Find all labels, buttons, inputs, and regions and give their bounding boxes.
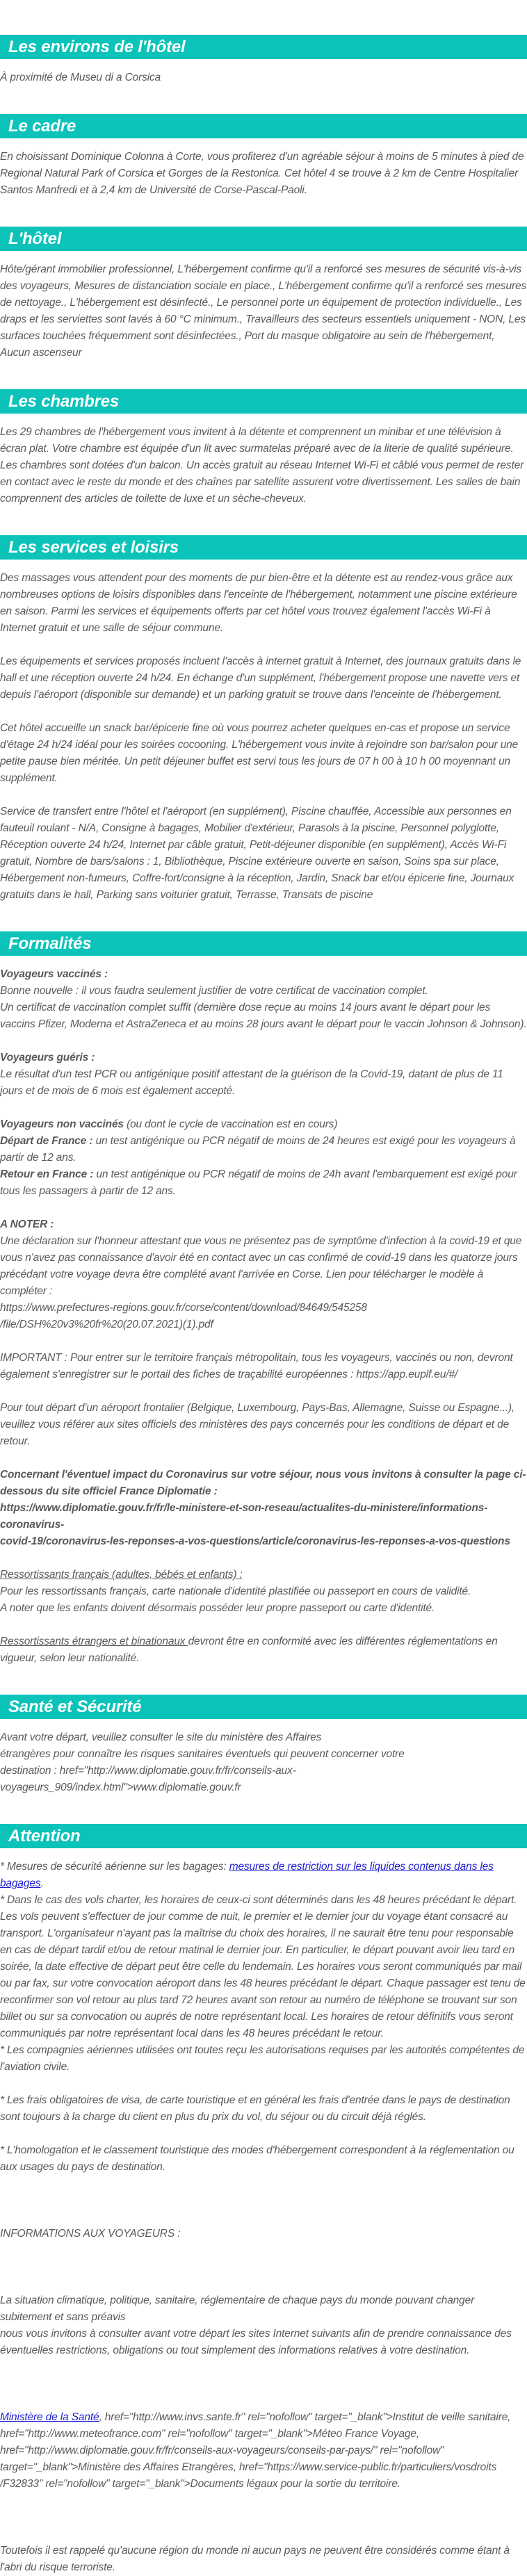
paragraph [0,1216,527,1333]
bold-text-run: Voyageurs non vaccinés [0,1118,124,1130]
text-run: un test antigénique ou PCR négatif de moins de 24h avant l'embarquement est exigé pour tous les passagers à partir de 12 ans. [0,1168,517,1197]
inline-link[interactable]: mesures de restriction sur les liquides contenus dans les bagages [0,1861,494,1889]
section-title-hotel: L'hôtel [0,227,527,251]
text-run: * L'homologation et le classement touristique des modes d'hébergement correspondent à la réglementation ou aux usages du pays de destination. [0,2144,514,2173]
paragraph [0,2543,527,2576]
text-run: Hôte/gérant immobilier professionnel, L'hébergement confirme qu'il a renforcé ses mesures de sécurité vis-à-vis des voyageurs, Mesures de distanciation sociale en place., L'hébergement confirme qu'il a renforcé ses mesures de nettoyage., L'hébergement est désinfecté., Le personnel porte un équipement de protection individuelle., Les draps et les serviettes sont lavés à 60 °C minimum., Travailleurs des secteurs essentiels uniquement - NON, Les surfaces touchées fréquemment sont désinfectées., Port du masque obligatoire au sein de l'hébergement, Aucun ascenseur [0,263,527,359]
paragraph [0,1567,527,1617]
section-formalites [0,931,527,1667]
paragraph [0,1892,527,2042]
bold-text-run: Retour en France : [0,1168,94,1180]
text-run: Cet hôtel accueille un snack bar/épicerie fine où vous pourrez acheter quelques en-cas et propose un service d'étage 24 h/24 idéal pour les soirées cocooning. L'hébergement vous invite à rejoindre son bar/salon pour une petite pause bien méritée. Un petit déjeuner buffet est servi tous les jours de 07 h 00 à 10 h 00 moyennant un supplément. [0,722,519,784]
section-services [0,535,527,904]
paragraph [0,653,527,703]
section-attention [0,1824,527,2576]
section-body-sante [0,1729,527,1796]
section-hotel [0,227,527,361]
text-run: /file/DSH%20v3%20fr%20(20.07.2021)(1).pdf [0,1319,213,1330]
paragraph [0,1116,527,1200]
text-run: destination : href="http://www.diplomatie.gouv.fr/fr/conseils-aux-voyageurs_909/index.html">www.diplomatie.gouv.fr [0,1765,296,1793]
bold-text-run: covid-19/coronavirus-les-reponses-a-vos-questions/article/coronavirus-les-reponses-a-vos-questions [0,1535,510,1547]
text-run: (ou dont le cycle de vaccination est en cours) [123,1118,338,1130]
section-body-hotel [0,261,527,361]
text-run: Le résultat d'un test PCR ou antigénique positif attestant de la guérison de la Covid-19, datant de plus de 11 jours et de mois de 6 mois est également accepté. [0,1068,503,1097]
paragraph [0,1859,527,1892]
text-run: https://www.prefectures-regions.gouv.fr/corse/content/download/84649/545258 [0,1302,367,1314]
text-run: La situation climatique, politique, sanitaire, réglementaire de chaque pays du monde pouvant changer subitement et sans préavis [0,2294,475,2323]
text-run: Les équipements et services proposés incluent l'accès à internet gratuit à Internet, des journaux gratuits dans le hall et une réception ouverte 24 h/24. En échange d'un supplément, l'hébergement propose une navette vers et depuis l'aéroport (disponible sur demande) et un parking gratuit se trouve dans l'enceinte de l'hébergement. [0,655,521,701]
paragraph [0,1467,527,1550]
text-run: * Les frais obligatoires de visa, de carte touristique et en général les frais d'entrée dans le pays de destination sont toujours à la charge du client en plus du prix du vol, du séjour ou du circuit déjà réglés. [0,2094,510,2123]
text-run: A noter que les enfants doivent désormais posséder leur propre passeport ou carte d'identité. [0,1602,435,1614]
bold-text-run: Voyageurs vaccinés : [0,968,108,980]
text-run: nous vous invitons à consulter avant votre départ les sites Internet suivants afin de prendre connaissance des éventuelles restrictions, obligations ou tout simplement des informations relatives à votre destination. [0,2328,512,2356]
text-run: Avant votre départ, veuillez consulter le site du ministère des Affaires [0,1731,322,1743]
text-run: * Les compagnies aériennes utilisées ont toutes reçu les autorisations requises par les autorités compétentes de l'aviation civile. [0,2044,525,2073]
text-run: devront être en conformité avec les différentes réglementations en vigueur, selon leur nationalité. [0,1636,498,1664]
section-title-environs: Les environs de l'hôtel [0,35,527,59]
section-body-chambres [0,424,527,507]
inline-link[interactable]: Ministère de la Santé [0,2411,99,2423]
text-run: Une déclaration sur l'honneur attestant que vous ne présentez pas de symptôme d'infection à la covid-19 et que vous n'avez pas connaissance d'avoir été en contact avec un cas confirmé de covid-19 dans les quatorze jours précédant votre voyage devra être complété avant l'arrivée en Corse. Lien pour télécharger le modèle à compléter : [0,1235,522,1297]
text-run: * Dans le cas des vols charter, les horaires de ceux-ci sont déterminés dans les 48 heures précédant le départ. Les vols peuvent s'effectuer de jour comme de nuit, le premier et le dernier jour du voyage étant consacré au transport. L'organisateur n'ayant pas la maîtrise du choix des horaires, il ne saurait être tenu pour responsable en cas de départ tardif et/ou de retour matinal le dernier jour. En particulier, le départ pouvant avoir lieu tard en soirée, la date effective de départ peut être celle du lendemain. Les horaires vous seront communiqués par mail ou par fax, sur votre convocation aéroport dans les 48 heures précédant le départ. Chaque passager est tenu de reconfirmer son vol retour au plus tard 72 heures avant son retour au numéro de téléphone se trouvant sur son billet ou sur sa convocation ou auprés de notre représentant local. Les horaires de retour définitifs vous seront communiqués par notre représentant local dans les 48 heures précédant le retour. [0,1894,526,2039]
text-run: À proximité de Museu di a Corsica [0,72,161,83]
text-run: Toutefois il est rappelé qu'aucune région du monde ni aucun pays ne peuvent être considérés comme étant à l'abri du risque terroriste. [0,2545,510,2573]
section-title-services: Les services et loisirs [0,535,527,560]
paragraph [0,1350,527,1383]
paragraph [0,1400,527,1450]
paragraph [0,2292,527,2359]
section-title-sante: Santé et Sécurité [0,1695,527,1719]
section-cadre [0,114,527,199]
text-run: INFORMATIONS AUX VOYAGEURS : [0,2228,181,2240]
paragraph [0,424,527,507]
text-run: Service de transfert entre l'hôtel et l'aéroport (en supplément), Piscine chauffée, Accessible aux personnes en fauteuil roulant - N/A, Consigne à bagages, Mobilier d'extérieur, Parasols à la piscine, Personnel polyglotte, Réception ouverte 24 h/24, Internet par câble gratuit, Petit-déjeuner disponible (en supplément), Accès Wi-Fi gratuit, Nombre de bars/salons : 1, Bibliothèque, Piscine extérieure ouverte en saison, Soins spa sur place, Hébergement non-fumeurs, Coffre-fort/consigne à la réception, Jardin, Snack bar et/ou épicerie fine, Journaux gratuits dans le hall, Parking sans voiturier gratuit, Terrasse, Transats de piscine [0,806,514,901]
paragraph [0,2092,527,2126]
section-sante [0,1695,527,1796]
paragraph [0,804,527,904]
paragraph [0,720,527,787]
paragraph [0,1633,527,1667]
section-title-formalites: Formalités [0,931,527,956]
bold-text-run: Voyageurs guéris : [0,1052,95,1063]
paragraph [0,1050,527,1100]
paragraph [0,2042,527,2076]
paragraph [0,149,527,199]
text-run: En choisissant Dominique Colonna à Corte, vous profiterez d'un agréable séjour à moins de 5 minutes à pied de Regional Natural Park of Corsica et Gorges de la Restonica. Cet hôtel 4 se trouve à 2 km de Centre Hospitalier Santos Manfredi et à 2,4 km de Université de Corse-Pascal-Paoli. [0,151,524,196]
section-body-attention [0,1859,527,2576]
text-run: un test antigénique ou PCR négatif de moins de 24 heures est exigé pour les voyageurs à partir de 12 ans. [0,1135,516,1164]
text-run: Des massages vous attendent pour des moments de pur bien-être et la détente est au rendez-vous grâce aux nombreuses options de loisirs disponibles dans l'enceinte de l'hébergement, notamment une piscine extérieure en saison. Parmi les services et équipements offerts par cet hôtel vous trouvez également l'accès Wi-Fi à Internet gratuit et une salle de séjour commune. [0,572,517,634]
section-chambres [0,389,527,507]
bold-text-run: https://www.diplomatie.gouv.fr/fr/le-ministere-et-son-reseau/actualites-du-ministere/informations-coronavirus- [0,1502,488,1531]
text-run: Pour tout départ d'un aéroport frontalier (Belgique, Luxembourg, Pays-Bas, Allemagne, Suisse ou Espagne...), veuillez vous référer aux sites officiels des ministères des pays concernés pour les conditions de départ et de retour. [0,1402,515,1447]
section-title-cadre: Le cadre [0,114,527,138]
text-run: , href="http://www.invs.sante.fr" rel="nofollow" target="_blank">Institut de veille sanitaire, href="http://www.meteofrance.com" rel="nofollow" target="_blank">Méteo France Voyage, href="http://www.diplomatie.gouv.fr/fr/conseils-aux-voyageurs/conseils-par-pays/" rel="nofollow" target="_blank">Ministère des Affaires Etrangères, href="https://www.service-public.fr/particuliers/vosdroits [0,2411,511,2473]
paragraph [0,2409,527,2493]
paragraph [0,70,527,86]
text-run: Pour les ressortissants français, carte nationale d'identité plastifiée ou passeport en cours de validité. [0,1585,471,1597]
section-title-chambres: Les chambres [0,389,527,414]
text-run: étrangères pour connaître les risques sanitaires éventuels qui peuvent concerner votre [0,1748,405,1760]
text-run: IMPORTANT : Pour entrer sur le territoire français métropolitain, tous les voyageurs, vaccinés ou non, devront également s'enregistrer sur le portail des fiches de traçabilité européennes : https://app.euplf.eu/#/ [0,1352,513,1380]
bold-text-run: Concernant l'éventuel impact du Coronavirus sur votre séjour, nous vous invitons à consulter la page ci-dessous du site officiel France Diplomatie : [0,1469,526,1497]
section-body-cadre [0,149,527,199]
section-title-attention: Attention [0,1824,527,1848]
paragraph [0,2142,527,2176]
section-body-environs [0,70,527,86]
text-run: /F32833" rel="nofollow" target="_blank">Documents légaux pour la sortie du territoire. [0,2478,400,2490]
underlined-text-run: Ressortissants français (adultes, bébés et enfants) : [0,1569,243,1581]
paragraph [0,966,527,1033]
paragraph [0,570,527,637]
underlined-text-run: Ressortissants étrangers et binationaux [0,1636,188,1647]
section-body-formalites [0,966,527,1667]
text-run: Bonne nouvelle : il vous faudra seulement justifier de votre certificat de vaccination complet. [0,985,428,997]
section-body-services [0,570,527,904]
bold-text-run: Départ de France : [0,1135,93,1147]
paragraph [0,1729,527,1796]
text-run: * Mesures de sécurité aérienne sur les bagages: [0,1861,229,1873]
text-run: Les 29 chambres de l'hébergement vous invitent à la détente et comprennent un minibar et une télévision à écran plat. Votre chambre est équipée d'un lit avec surmatelas préparé avec de la literie de qualité supérieure. Les chambres sont dotées d'un balcon. Un accès gratuit au réseau Internet Wi-Fi et câblé vous permet de rester en contact avec le reste du monde et des chaînes par satellite assurent votre divertissement. Les salles de bain comprennent des articles de toilette de luxe et un sèche-cheveux. [0,426,524,505]
section-environs [0,35,527,86]
paragraph [0,261,527,361]
text-run: Un certificat de vaccination complet suffit (dernière dose reçue au moins 14 jours avant le départ pour les vaccins Pfizer, Moderna et AstraZeneca et au moins 28 jours avant le départ pour le vaccin Johnson & Johnson). [0,1002,527,1030]
bold-text-run: A NOTER : [0,1218,54,1230]
text-run: . [40,1877,44,1889]
paragraph [0,2226,527,2242]
